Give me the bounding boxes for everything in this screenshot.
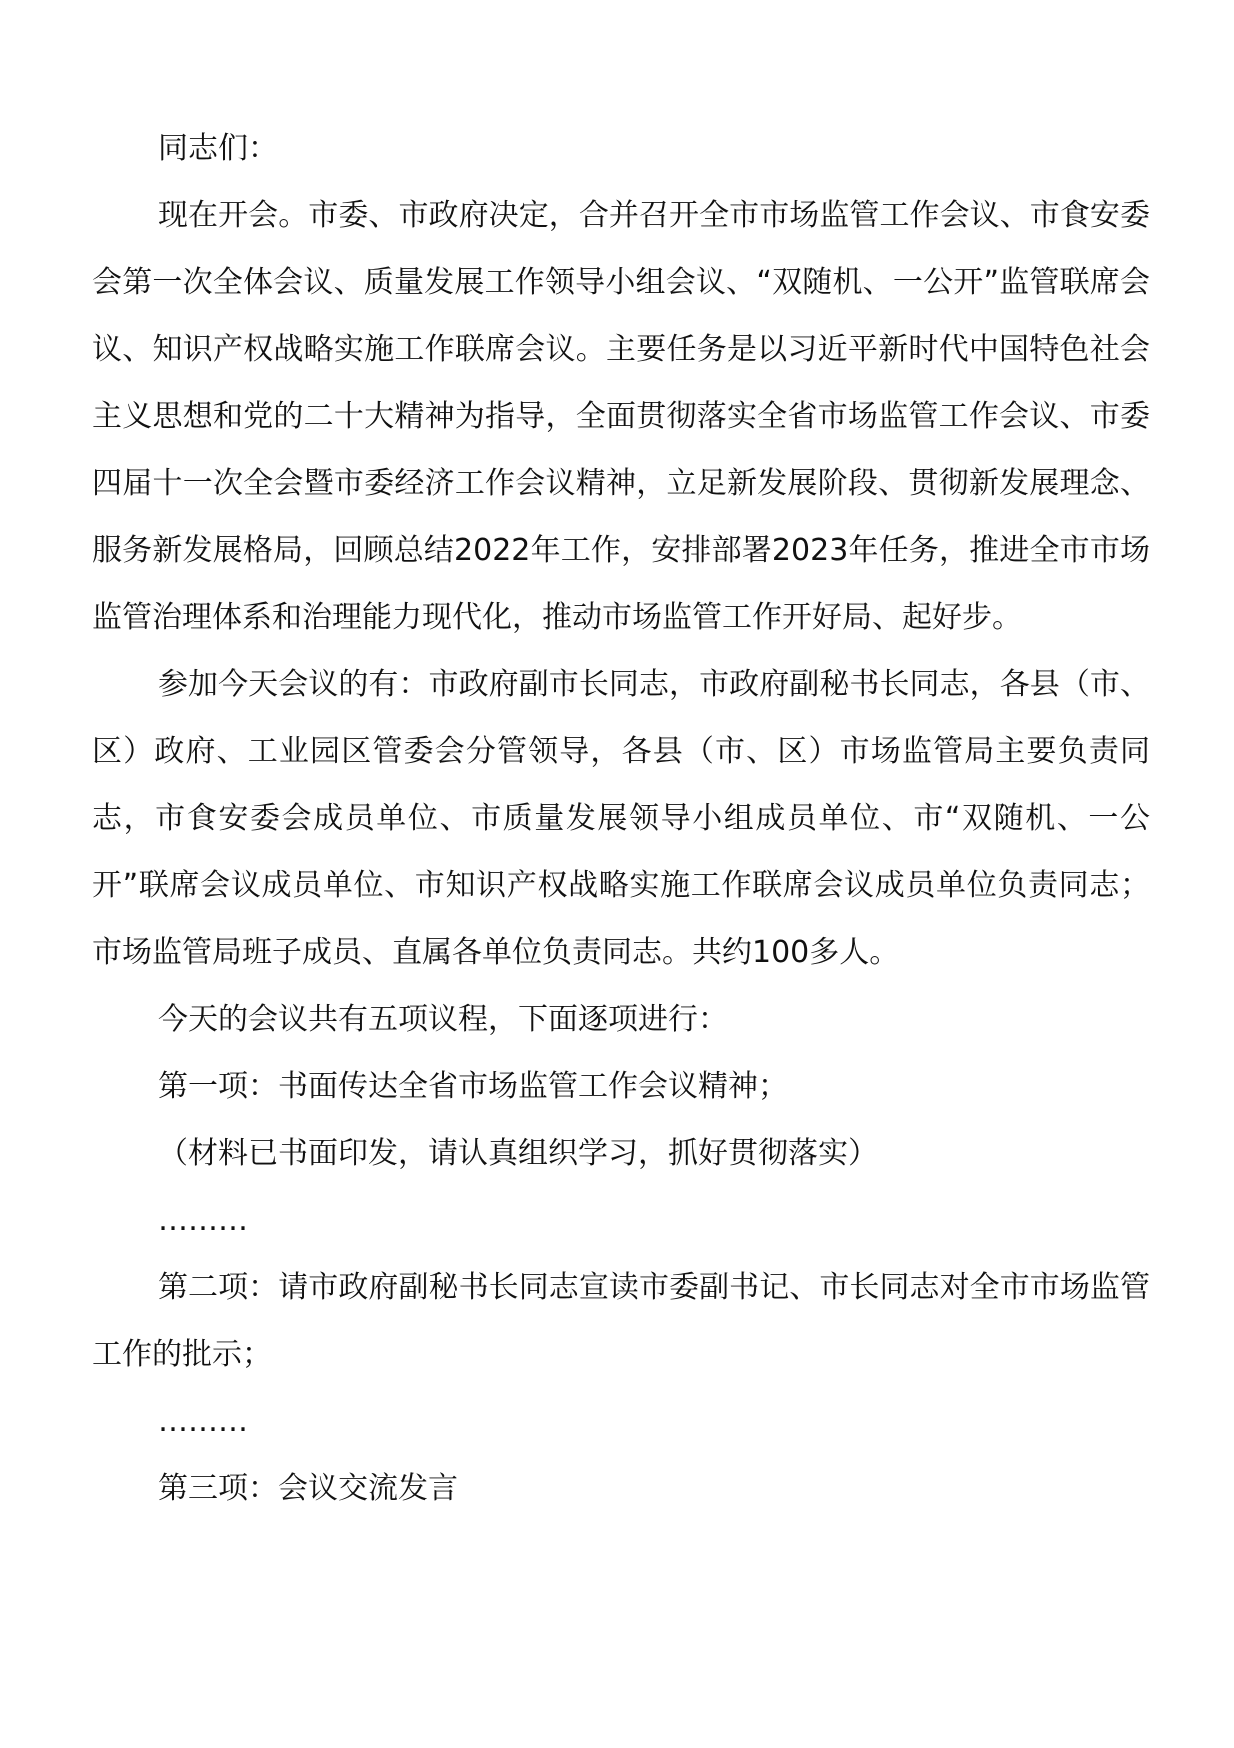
agenda-item-1-note: （材料已书面印发，请认真组织学习，抓好贯彻落实） xyxy=(158,1136,878,1171)
agenda-item-1: 第一项：书面传达全省市场监管工作会议精神； xyxy=(158,1069,788,1104)
paragraph-agenda-intro: 今天的会议共有五项议程，下面逐项进行： xyxy=(158,1002,728,1037)
paragraph-attendees: 参加今天会议的有：市政府副市长同志，市政府副秘书长同志，各县（市、区）政府、工业园区管委会分管领导，各县（市、区）市场监管局主要负责同志，市食安委会成员单位、市质量发展领导小组成员单位、市“双随机、一公开”联席会议成员单位、市知识产权战略实施工作联席会议成员单位负责同志；市场监管局班子成员、直属各单位负责同志。共约100多人。 xyxy=(92,667,1150,970)
ellipsis-1: ……… xyxy=(158,1203,248,1238)
salutation: 同志们： xyxy=(158,131,278,166)
agenda-item-3: 第三项：会议交流发言 xyxy=(158,1471,458,1506)
document-body xyxy=(92,115,1150,1522)
ellipsis-2: ……… xyxy=(158,1404,248,1439)
agenda-item-2: 第二项：请市政府副秘书长同志宣读市委副书记、市长同志对全市市场监管工作的批示； xyxy=(92,1270,1150,1372)
paragraph-meeting-purpose: 现在开会。市委、市政府决定，合并召开全市市场监管工作会议、市食安委会第一次全体会议、质量发展工作领导小组会议、“双随机、一公开”监管联席会议、知识产权战略实施工作联席会议。主要任务是以习近平新时代中国特色社会主义思想和党的二十大精神为指导，全面贯彻落实全省市场监管工作会议、市委四届十一次全会暨市委经济工作会议精神，立足新发展阶段、贯彻新发展理念、服务新发展格局，回顾总结2022年工作，安排部署2023年任务，推进全市市场监管治理体系和治理能力现代化，推动市场监管工作开好局、起好步。 xyxy=(92,198,1150,635)
